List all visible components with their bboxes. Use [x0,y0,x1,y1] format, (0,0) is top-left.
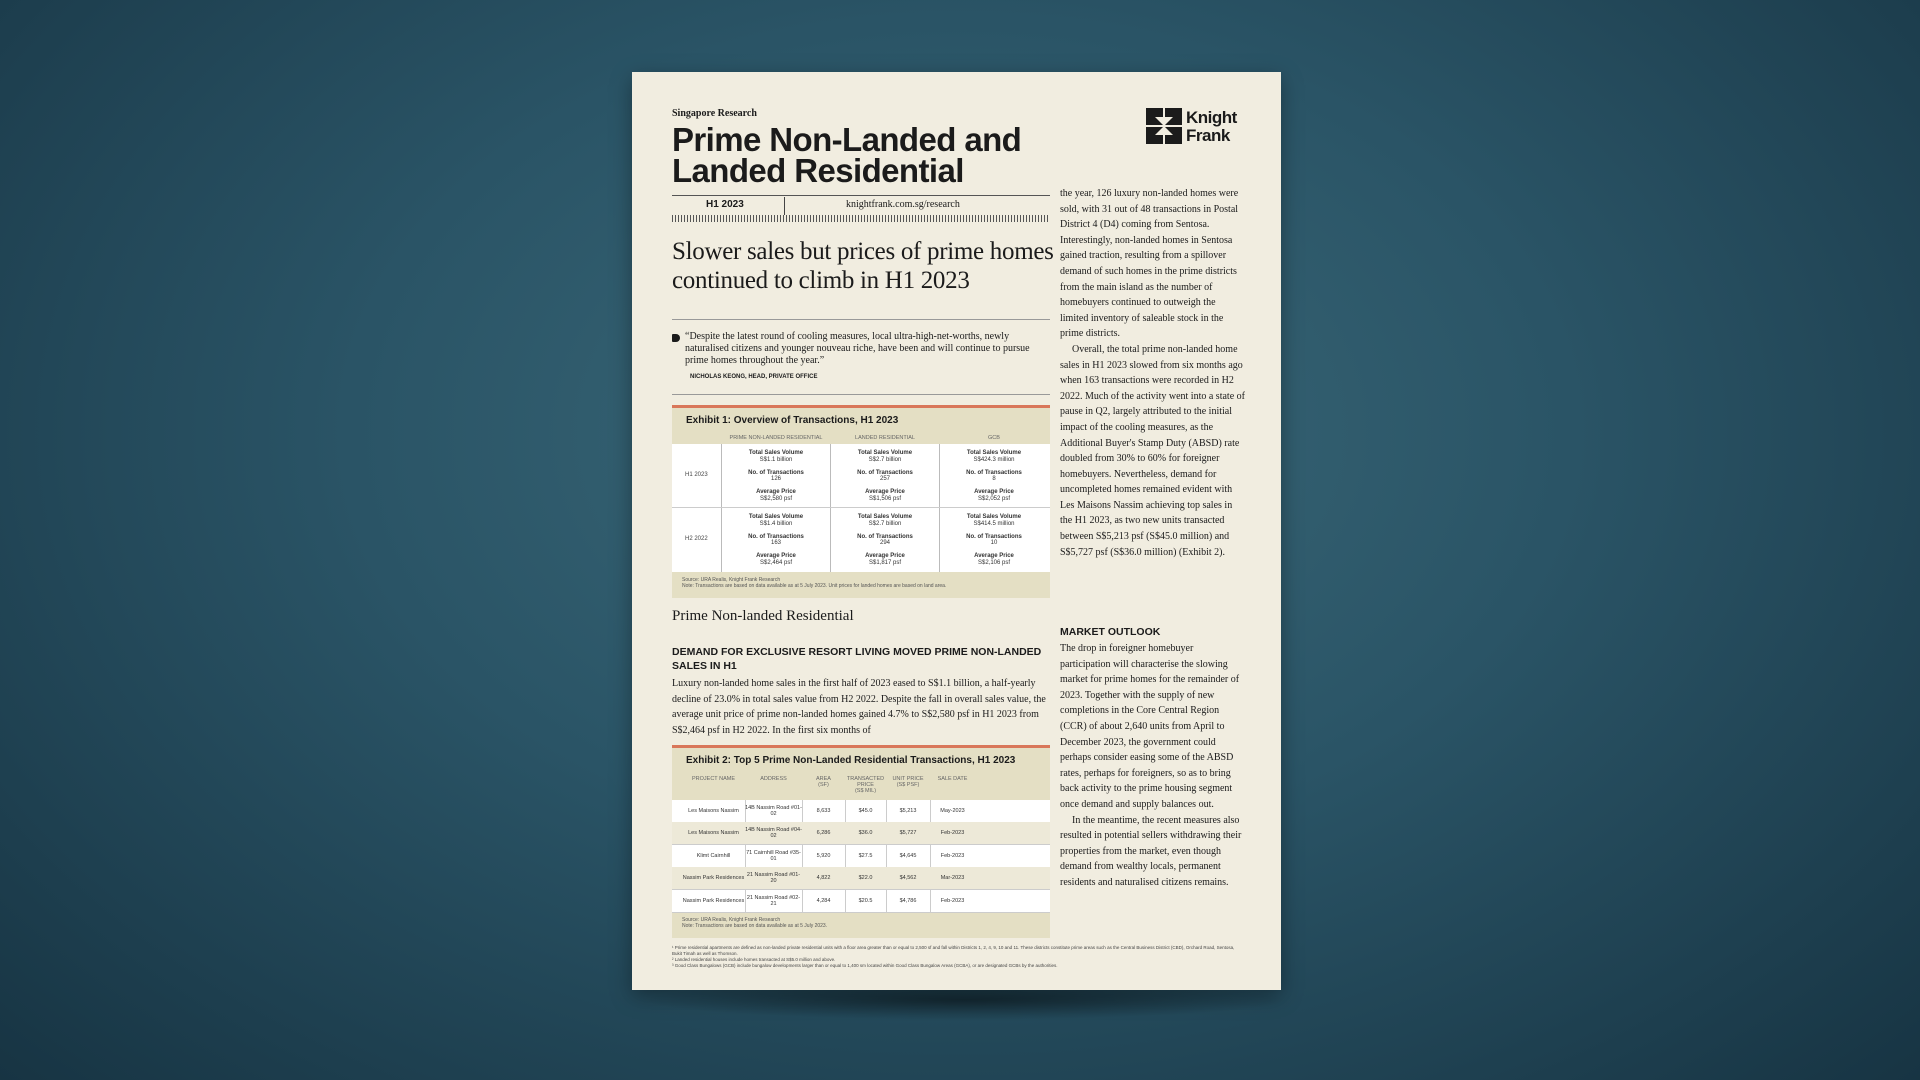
meta-bar [672,195,1050,214]
hatch-rule [672,215,1050,222]
table-cell: Les Maisons Nassim [688,830,739,837]
column-header: TRANSACTED PRICE (S$ MIL) [846,776,885,794]
table-row [672,444,1050,508]
table-cell: Total Sales Volume S$2.7 billion No. of Transactions 257 Average Price S$1,506 psf [857,450,913,502]
quote-marker-icon [672,334,680,342]
table-cell: Total Sales Volume S$424.3 million No. of Transactions 8 Average Price S$2,052 psf [966,450,1022,502]
footnote: ² Landed residential houses include homes transacted at S$5.0 million and above. [672,957,836,962]
table-row [672,508,1050,571]
table-row [672,867,1050,890]
table-cell: $5,213 [899,808,917,814]
table-row [672,822,1050,845]
column-header: AREA (SF) [816,776,831,788]
exhibit-2 [672,745,1050,938]
exhibit-1-table [672,444,1050,572]
headline: Slower sales but prices of prime homes continued to climb in H1 2023 [672,238,1054,294]
table-cell: Feb-2023 [940,897,965,904]
table-cell: $20.5 [858,897,873,904]
report-period: H1 2023 [706,199,744,210]
table-cell: 5,920 [816,852,831,859]
knight-frank-logo [1146,108,1246,150]
quote-attribution: NICHOLAS KEONG, HEAD, PRIVATE OFFICE [690,374,818,380]
divider [672,394,1050,395]
table-cell: 21 Nassim Road #01-20 [746,872,801,885]
table-cell: 4,822 [816,875,831,882]
exhibit-1 [672,405,1050,598]
table-row [672,890,1050,913]
table-cell: Total Sales Volume S$2.7 billion No. of Transactions 294 Average Price S$1,817 psf [857,514,913,566]
table-row [672,800,1050,823]
table-cell: $4,562 [899,875,917,882]
table-cell: Nassim Park Residences [682,897,745,904]
column-header: PRIME NON-LANDED RESIDENTIAL [729,435,823,441]
table-cell: 6,286 [816,830,831,837]
table-cell: Total Sales Volume S$1.4 billion No. of Transactions 163 Average Price S$2,464 psf [748,514,804,566]
right-column-text [1060,186,1245,560]
report-title: Prime Non-Landed and Landed Residential [672,121,1022,189]
table-cell: Nassim Park Residences [682,875,745,882]
row-period: H1 2023 [685,472,708,478]
table-cell: 8,633 [816,808,831,814]
table-cell: 14B Nassim Road #04-02 [745,827,802,840]
report-url[interactable]: knightfrank.com.sg/research [846,199,960,210]
report-page [632,72,1281,990]
footnote: ³ Good Class Bungalows (GCB) include bungalow developments larger than or equal to 1,400 sm located within Good Class Bungalow Areas (GCBA), or are designated GCBs by the authorities. [672,963,1058,968]
table-cell: 71 Cairnhill Road #35-01 [746,849,801,862]
table-cell: $4,645 [899,852,917,859]
table-cell: Feb-2023 [940,830,965,837]
exhibit-1-title: Exhibit 1: Overview of Transactions, H1 2023 [686,415,899,426]
market-outlook-heading: MARKET OUTLOOK [1060,626,1161,638]
paragraph: The drop in foreigner homebuyer participation will characterise the slowing market for prime homes for the remainder of 2023. Together with the supply of new completions in the Core Central Region (CCR) of about 2,640 units from April to December 2023, the government could perhaps consider easing some of the ABSD rates, perhaps for foreigners, so as to bring back activity to the prime housing segment once demand and supply balances out. [1060,643,1240,810]
footnotes [672,945,1242,969]
table-row [672,845,1050,868]
table-cell: 14B Nassim Road #01-02 [745,805,802,817]
column-header: PROJECT NAME [692,776,735,782]
table-cell: $4,786 [899,897,917,904]
exhibit-2-title: Exhibit 2: Top 5 Prime Non-Landed Residential Transactions, H1 2023 [686,755,1016,766]
logo-text: Knight Frank [1186,108,1237,145]
column-header: ADDRESS [760,776,787,782]
table-cell: Total Sales Volume S$1.1 billion No. of Transactions 126 Average Price S$2,580 psf [748,450,804,502]
table-cell: 21 Nassim Road #02-21 [746,894,801,907]
exhibit-2-table [672,800,1050,912]
footnote: ¹ Prime residential apartments are defined as non-landed private residential units with a floor area greater than or equal to 2,500 sf and fall within Districts 1, 2, 4, 9, 10 and 11. These districts constitute prime areas such as the Central Business District (CBD), Orchard Road, Sentosa, Bukit Timah as well as Thomson. [672,945,1235,956]
column-header: SALE DATE [937,776,968,782]
table-cell: $5,727 [899,830,917,837]
table-cell: $27.5 [858,852,873,859]
column-header: GCB [988,435,1000,441]
table-cell: $36.0 [858,830,873,837]
exhibit-1-source: Source: URA Realis, Knight Frank Research Note: Transactions are based on data available as at 5 July 2023. Unit prices for landed homes are based on land area. [682,577,947,589]
pull-quote: “Despite the latest round of cooling measures, local ultra-high-net-worths, newly naturalised citizens and younger nouveau riche, have been and will continue to pursue prime homes throughout the year.” [685,331,1030,366]
paragraph: In the meantime, the recent measures also resulted in potential sellers withdrawing their properties from the market, even though demand from wealthy locals, permanent residents and naturalised citizens remains. [1060,814,1242,888]
table-cell: Mar-2023 [940,875,965,882]
column-header: LANDED RESIDENTIAL [855,435,915,441]
table-cell: May-2023 [940,808,965,814]
table-cell: Feb-2023 [940,852,965,859]
meta-divider [784,197,785,215]
market-outlook-text [1060,641,1245,891]
section-body: Luxury non-landed home sales in the first half of 2023 eased to S$1.1 billion, a half-yearly decline of 23.0% in total sales value from H2 2022. Despite the fall in overall sales value, the average unit price of prime non-landed homes gained 4.7% to S$2,580 psf in H1 2023 from S$2,464 psf in H2 2022. In the first six months of [672,678,1046,736]
table-cell: $22.0 [858,875,873,882]
paragraph: the year, 126 luxury non-landed homes were sold, with 31 out of 48 transactions in Postal District 4 (D4) coming from Sentosa. Interestingly, non-landed homes in Sentosa gained traction, resulting from a spillover demand of such homes in the prime districts from the main island as the number of homebuyers continued to outweigh the limited inventory of saleable stock in the prime districts. [1060,188,1239,340]
section-subhead: DEMAND FOR EXCLUSIVE RESORT LIVING MOVED PRIME NON-LANDED SALES IN H1 [672,646,1042,672]
column-header: UNIT PRICE (S$ PSF) [892,776,924,788]
table-cell: Les Maisons Nassim [688,808,739,814]
section-heading: Prime Non-landed Residential [672,608,854,624]
table-cell: $45.0 [858,808,873,814]
exhibit-2-source: Source: URA Realis, Knight Frank Research Note: Transactions are based on data available as at 5 July 2023. [682,917,828,929]
row-period: H2 2022 [685,536,708,542]
table-cell: 4,284 [816,897,831,904]
table-cell: Total Sales Volume S$414.5 million No. of Transactions 10 Average Price S$2,106 psf [966,514,1022,566]
kicker: Singapore Research [672,108,757,119]
divider [672,319,1050,320]
table-cell: Klimt Cairnhill [696,852,731,859]
logo-mark-icon [1146,108,1182,144]
paragraph: Overall, the total prime non-landed home sales in H1 2023 slowed from six months ago when 163 transactions were recorded in H2 2022. Much of the activity went into a state of pause in Q2, largely attributed to the initial impact of the cooling measures, as the Additional Buyer's Stamp Duty (ABSD) rate doubled from 30% to 60% for foreigner homebuyers. Nevertheless, demand for uncompleted homes remained evident with Les Maisons Nassim achieving top sales in the H1 2023, as two new units transacted between S$5,213 psf (S$45.0 million) and S$5,727 psf (S$36.0 million) (Exhibit 2). [1060,343,1245,558]
